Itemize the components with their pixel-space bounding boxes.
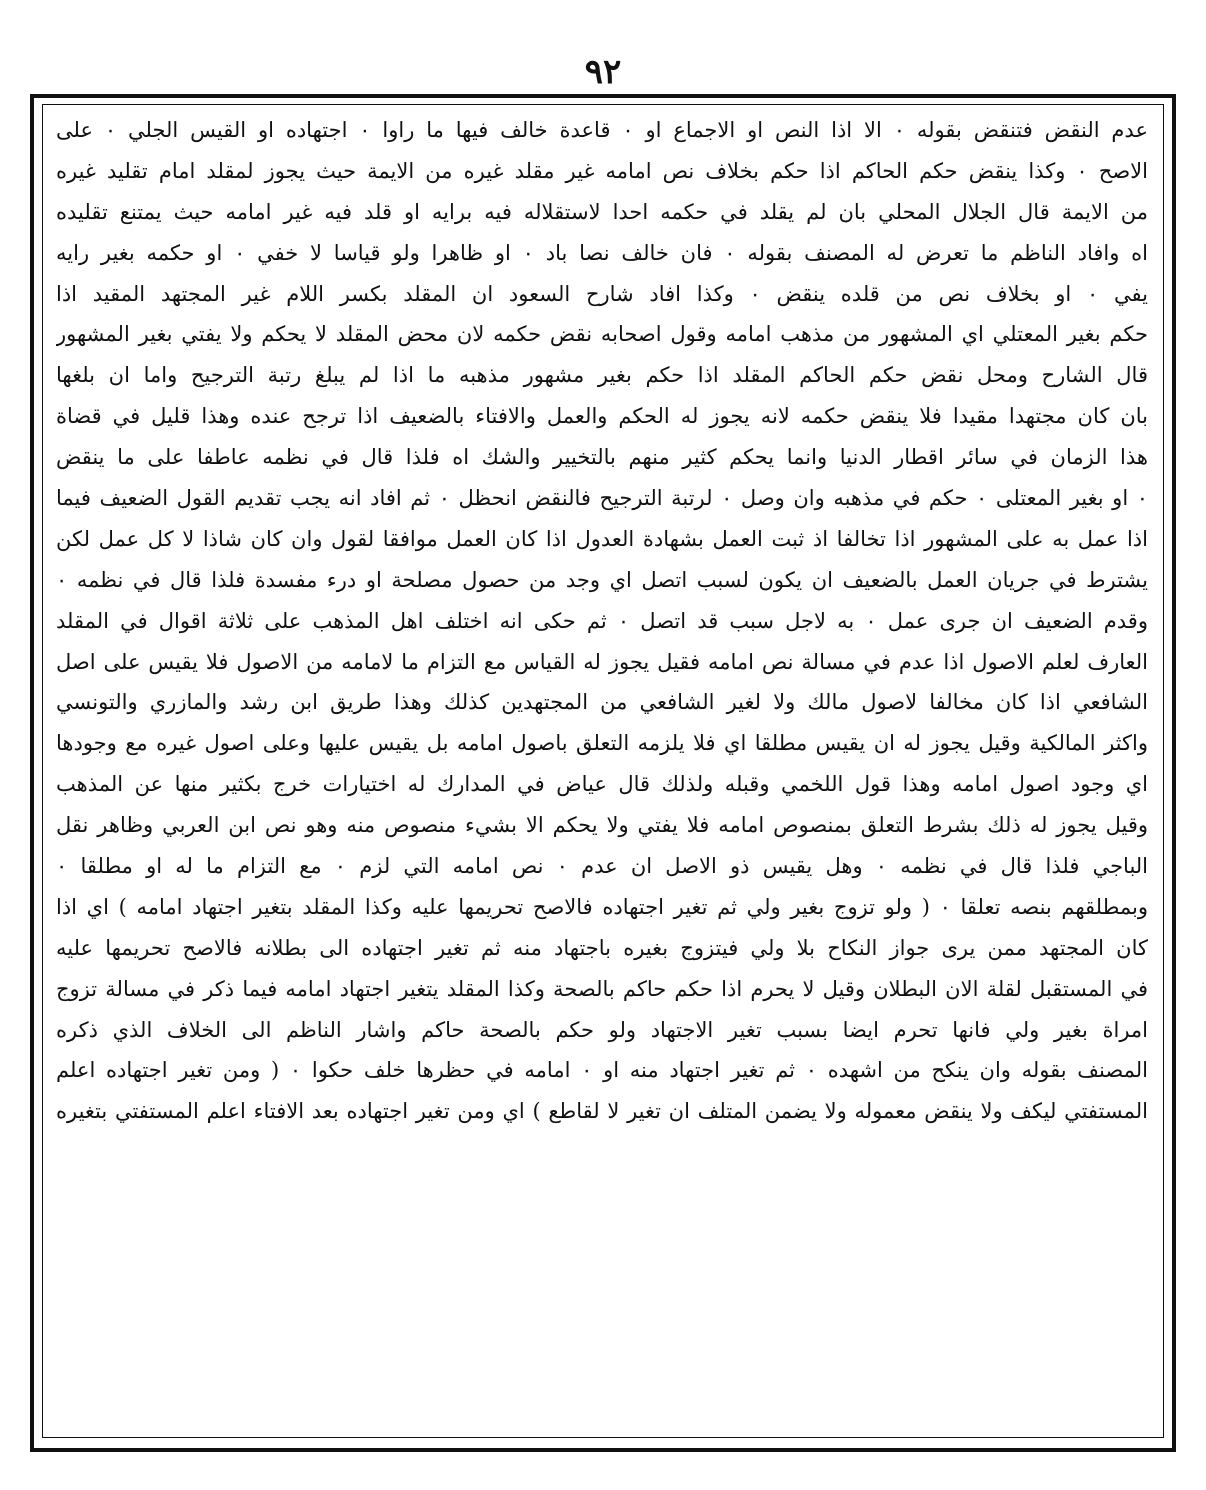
text-line: الاصح ٠ وكذا ينقض حكم الحاكم اذا حكم بخلاف نص امامه غير مقلد غيره من الايمة حيث يجوز لمقلد امام تقليد غيره: [56, 158, 1148, 183]
text-line: هذا الزمان في سائر اقطار الدنيا وانما يحكم كثير منهم بالتخيير والشك اه فلذا قال في نظمه عاطفا على ما ينقض: [56, 445, 1148, 470]
text-line: اذا عمل به على المشهور اذا تخالفا اذ ثبت العمل بشهادة العدول اذا كان العمل موافقا لقول وان كان شاذا لا كل عمل لكن: [56, 526, 1148, 551]
text-line: وبمطلقهم بنصه تعلقا ٠ ( ولو تزوج بغير ولي ثم تغير اجتهاده فالاصح تحريمها عليه وكذا المقلد بتغير اجتهاد امامه ) اي اذا: [56, 894, 1148, 919]
text-line: حكم بغير المعتلي اي المشهور من مذهب امامه وقول اصحابه نقض حكمه لان محض المقلد لا يحكم ولا يفتي بغير المشهور: [56, 322, 1148, 347]
text-line: ٠ او بغير المعتلى ٠ حكم في مذهبه وان وصل ٠ لرتبة الترجيح فالنقض انحظل ٠ ثم افاد انه يجب تقديم القول الضعيف فيما: [56, 486, 1148, 511]
text-line: بان كان مجتهدا مقيدا فلا ينقض حكمه لانه يجوز له الحكم والعمل والافتاء بالضعيف اذا ترجح عنده وهذا قليل في قضاة: [56, 404, 1148, 429]
text-line: عدم النقض فتنقض بقوله ٠ الا اذا النص او الاجماع او ٠ قاعدة خالف فيها ما راوا ٠ اجتهاده او القيس الجلي ٠ على: [56, 118, 1148, 142]
text-line: في المستقبل لقلة الان البطلان وقيل لا يحرم اذا حكم حاكم بالصحة وكذا المقلد يتغير اجتهاد امامه فيما ذكر في مسالة تزوج: [56, 976, 1148, 1001]
text-line: المستفتي ليكف ولا ينقض معموله ولا يضمن المتلف ان تغير لا لقاطع ) اي ومن تغير اجتهاده بعد الافتاء اعلم المستفتي بتغيره: [56, 1099, 1148, 1124]
text-line: امراة بغير ولي فانها تحرم ايضا بسبب تغير الاجتهاد ولو حكم بالصحة حاكم واشار الناظم الى الخلاف الذي ذكره: [56, 1017, 1148, 1042]
text-line: الشافعي اذا كان مخالفا لاصول مالك ولا لغير الشافعي من المجتهدين كذلك وهذا طريق ابن رشد والمازري والتونسي: [56, 690, 1148, 715]
text-line: وقدم الضعيف ان جرى عمل ٠ به لاجل سبب قد اتصل ٠ ثم حكى انه اختلف اهل المذهب على ثلاثة اقوال في المقلد: [56, 608, 1148, 633]
text-line: اه وافاد الناظم ما تعرض له المصنف بقوله ٠ فان خالف نصا باد ٠ او ظاهرا ولو قياسا لا خفي ٠ او حكمه بغير رايه: [56, 240, 1148, 265]
text-line: كان المجتهد ممن يرى جواز النكاح بلا ولي فيتزوج بغيره باجتهاد منه ثم تغير اجتهاده الى بطلانه فالاصح تحريمها عليه: [56, 935, 1148, 960]
text-line: اي وجود اصول امامه وهذا قول اللخمي وقبله ولذلك قال عياض في المدارك له اختيارات خرج بكثير منها عن المذهب: [56, 772, 1148, 797]
text-line: العارف لعلم الاصول اذا عدم في مسالة نص امامه فقيل يجوز له القياس مع التزام ما لامامه من الاصول فلا يقيس على اصل: [56, 649, 1148, 674]
text-line: قال الشارح ومحل نقض حكم الحاكم المقلد اذا حكم بغير مشهور مذهبه ما اذا لم يبلغ رتبة الترجيح واما ان بلغها: [56, 363, 1148, 388]
body-text: [56, 110, 1148, 1430]
text-line: المصنف بقوله وان ينكح من اشهده ٠ ثم تغير اجتهاد منه او ٠ امامه في حظرها خلف حكوا ٠ ( ومن تغير اجتهاده اعلم: [56, 1058, 1148, 1083]
text-line: وقيل يجوز له ذلك بشرط التعلق بمنصوص امامه فلا يفتي ولا يحكم الا بشيء منصوص منه وهو نص ابن العربي وظاهر نقل: [56, 813, 1148, 838]
text-line: يفي ٠ او بخلاف نص من قلده ينقض ٠ وكذا افاد شارح السعود ان المقلد بكسر اللام غير المجتهد المقيد اذا: [56, 281, 1148, 306]
text-line: الباجي فلذا قال في نظمه ٠ وهل يقيس ذو الاصل ان عدم ٠ نص امامه التي لزم ٠ مع التزام ما له او مطلقا ٠: [56, 854, 1148, 879]
text-line: من الايمة قال الجلال المحلي بان لم يقلد في حكمه احدا لاستقلاله فيه برايه او قلد فيه غير امامه حيث يمتنع تقليده: [56, 199, 1148, 224]
text-line: واكثر المالكية وقيل يجوز له ان يقيس مطلقا اي فلا يلزمه التعلق باصول امامه بل يقيس عليها وعلى اصول غيره مع وجودها: [56, 731, 1148, 756]
text-line: يشترط في جريان العمل بالضعيف ان يكون لسبب اتصل اي وجد من حصول مصلحة او درء مفسدة فلذا قال في نظمه ٠: [56, 567, 1148, 592]
page-number: ٩٢: [584, 52, 622, 92]
